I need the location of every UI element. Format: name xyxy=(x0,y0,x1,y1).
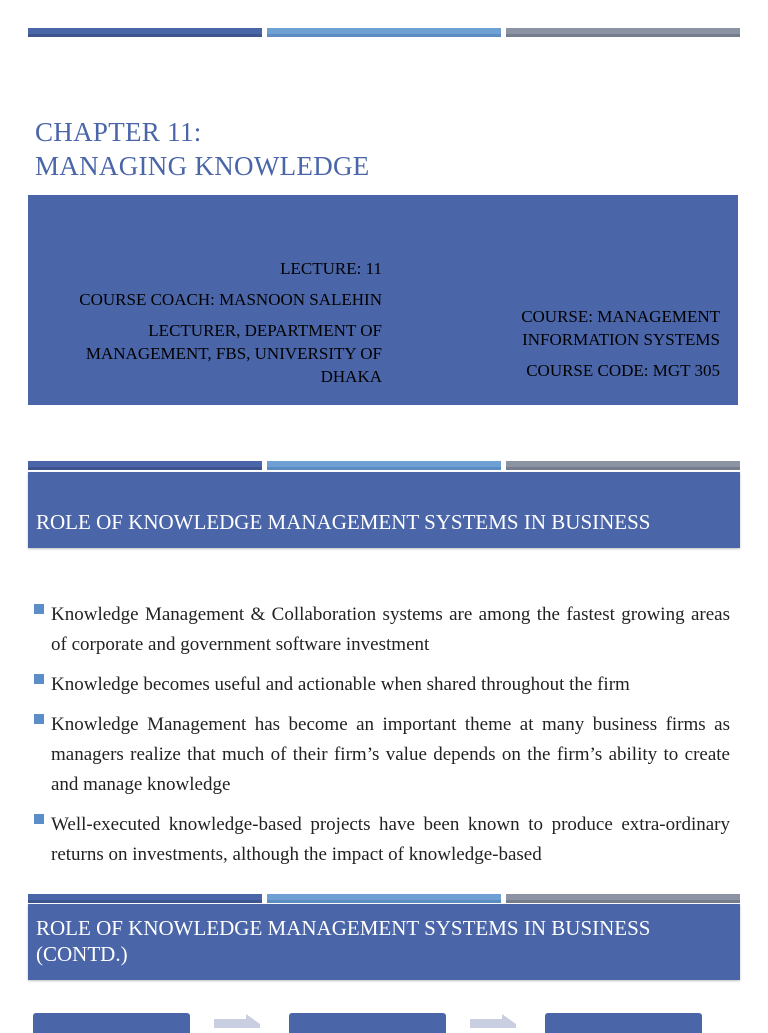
course-name: COURSE: MANAGEMENT INFORMATION SYSTEMS xyxy=(521,307,720,349)
top-accent-bars xyxy=(28,28,740,37)
flow-box xyxy=(545,1013,702,1033)
accent-bar-light xyxy=(267,894,501,903)
accent-bar-gray xyxy=(506,28,740,37)
slide2-accent-bars xyxy=(28,461,740,470)
flow-box xyxy=(289,1013,446,1033)
square-bullet-icon xyxy=(34,604,44,614)
right-arrow-icon xyxy=(470,1014,516,1028)
accent-bar-dark xyxy=(28,461,262,470)
accent-bar-light xyxy=(267,461,501,470)
chapter-title xyxy=(35,115,370,183)
course-coach: COURSE COACH: MASNOON SALEHIN xyxy=(79,290,382,309)
course-info-panel xyxy=(28,195,738,405)
bullet-text: Knowledge Management & Collaboration systems are among the fastest growing areas of corporate and government software investment xyxy=(51,604,730,655)
slide3-heading: ROLE OF KNOWLEDGE MANAGEMENT SYSTEMS IN BUSINESS (CONTD.) xyxy=(36,916,651,966)
slide2-heading-band xyxy=(28,472,740,548)
flow-box xyxy=(33,1013,190,1033)
lecture-number: LECTURE: 11 xyxy=(280,259,382,278)
bullet-list xyxy=(34,600,730,880)
bullet-text: Knowledge Management has become an important theme at many business firms as managers realize that much of their firm’s value depends on the firm’s ability to create and manage knowledge xyxy=(51,714,730,795)
bullet-text: Knowledge becomes useful and actionable when shared throughout the firm xyxy=(51,674,630,695)
accent-bar-gray xyxy=(506,461,740,470)
chapter-number: CHAPTER 11: xyxy=(35,117,202,147)
bullet-item xyxy=(34,810,730,870)
bullet-item xyxy=(34,710,730,800)
accent-bar-light xyxy=(267,28,501,37)
square-bullet-icon xyxy=(34,674,44,684)
lecturer-info xyxy=(68,257,382,396)
slide2-heading: ROLE OF KNOWLEDGE MANAGEMENT SYSTEMS IN BUSINESS xyxy=(36,510,651,534)
course-code: COURSE CODE: MGT 305 xyxy=(526,361,720,380)
right-arrow-icon xyxy=(214,1014,260,1028)
course-info xyxy=(480,305,720,390)
bullet-item xyxy=(34,670,730,700)
slide3-accent-bars xyxy=(28,894,740,903)
square-bullet-icon xyxy=(34,714,44,724)
accent-bar-dark xyxy=(28,28,262,37)
bullet-text: Well-executed knowledge-based projects have been known to produce extra-ordinary returns on investments, although the impact of knowledge-based xyxy=(51,814,730,865)
bullet-item xyxy=(34,600,730,660)
square-bullet-icon xyxy=(34,814,44,824)
lecturer-affiliation: LECTURER, DEPARTMENT OF MANAGEMENT, FBS, UNIVERSITY OF DHAKA xyxy=(85,321,382,386)
slide3-heading-band xyxy=(28,904,740,980)
chapter-name: MANAGING KNOWLEDGE xyxy=(35,151,370,181)
accent-bar-dark xyxy=(28,894,262,903)
accent-bar-gray xyxy=(506,894,740,903)
